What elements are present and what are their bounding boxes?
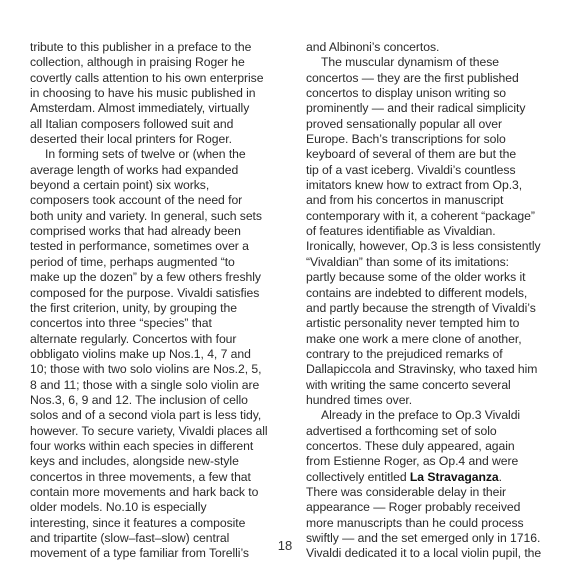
left-column bbox=[30, 40, 286, 562]
left-paragraph-1: tribute to this publisher in a preface to the collection, although in praising Roger he covertly calls attention to his own enterprise in choosing to have his music published in Amsterdam. Almost immediately, virtually all Italian composers followed suit and deserted their local printers for Roger. bbox=[30, 40, 264, 147]
right-paragraph-1: and Albinoni’s concertos. bbox=[306, 40, 440, 54]
page-number: 18 bbox=[277, 538, 293, 553]
right-paragraph-3-text-after: . There was considerable delay in their appearance — Roger probably received more manuscripts than he could process swiftly — and the set emerged only in 1716. Vivaldi dedicated it to a local violin pupil, the bbox=[306, 469, 542, 561]
left-paragraph-2: In forming sets of twelve or (when the average length of works had expanded beyond a certain point) six works, composers took account of the need for both unity and variety. In general, such sets comprised works that had already been tested in performance, sometimes over a period of time, perhaps augmented “to make up the dozen” by a few others freshly composed for the purpose. Vivaldi satisfies the first criterion, unity, by grouping the concertos into three “species” that alternate regularly. Concertos with four obbligato violins make up Nos.1, 4, 7 and 10; those with two solo violins are Nos.2, 5, 8 and 11; those with a single solo violin are Nos.3, 6, 9 and 12. The inclusion of cello solos and of a second viola part is less tidy, however. To secure variety, Vivaldi places all four works within each species in different keys and includes, alongside new-style concertos in three movements, a few that contain more movements and hark back to older models. No.10 is especially interesting, since it features a composite and tripartite (slow–fast–slow) central movement of a type familiar from Torelli’s bbox=[30, 147, 268, 561]
right-paragraph-3-text-before: Already in the preface to Op.3 Vivaldi advertised a forthcoming set of solo concertos. These duly appeared, again from Estienne Roger, as Op.4 and were collectively entitled bbox=[306, 408, 521, 484]
right-paragraph-2: The muscular dynamism of these concertos — they are the first published concertos to display unison writing so prominently — and their radical simplicity proved sensationally popular all over Europe. Bach’s transcriptions for solo keyboard of several of them are but the tip of a vast iceberg. Vivaldi’s countless imitators knew how to extract from Op.3, and from his concertos in manuscript contemporary with it, a coherent “package” of features identifiable as Vivaldian. Ironically, however, Op.3 is less consistently “Vivaldian” than some of its imitations: partly because some of the older works it contains are indebted to different models, and partly because the strength of Vivaldi’s artistic personality never tempted him to make one work a mere clone of another, contrary to the prejudiced remarks of Dallapiccola and Stravinsky, who taxed him with writing the same concerto several hundred times over. bbox=[306, 55, 541, 407]
right-column bbox=[306, 40, 570, 562]
album-title-la-stravaganza: La Stravaganza bbox=[409, 469, 499, 484]
